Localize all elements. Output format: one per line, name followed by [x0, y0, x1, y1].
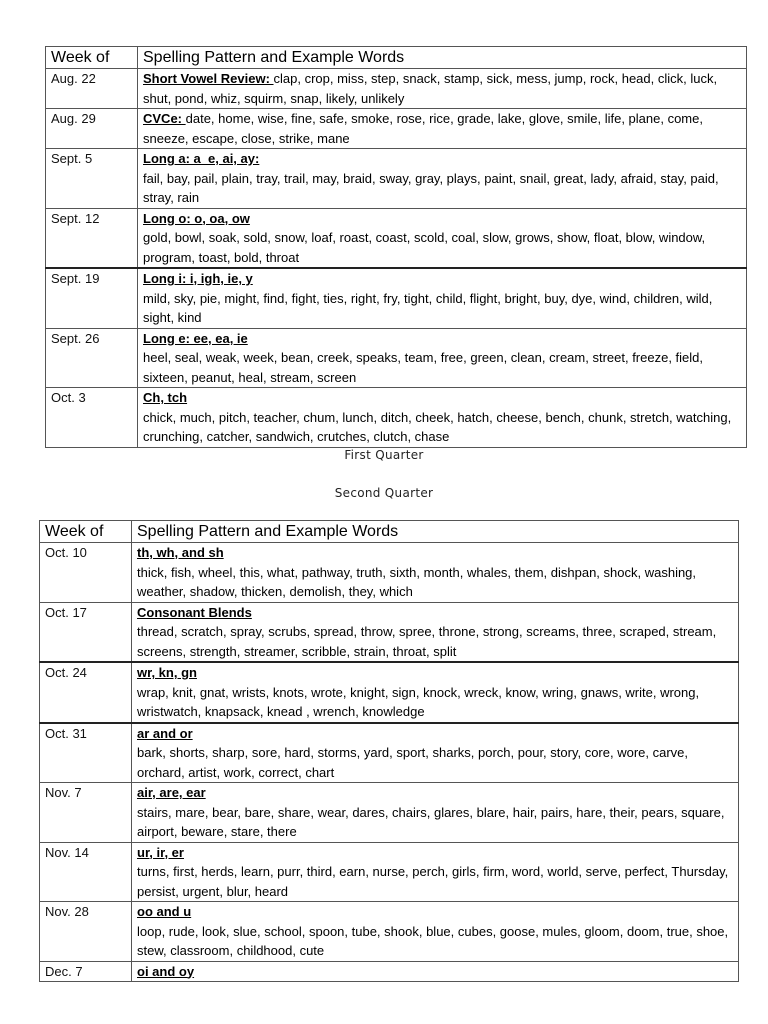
week-cell: Oct. 10	[40, 543, 132, 603]
spelling-pattern: ar and or	[137, 725, 193, 741]
table-row	[40, 961, 739, 982]
week-header: Week of	[40, 521, 132, 543]
week-cell: Dec. 7	[40, 961, 132, 982]
spelling-pattern: th, wh, and sh	[137, 545, 224, 560]
example-words: stairs, mare, bear, bare, share, wear, dares, chairs, glares, blare, hair, pairs, hare, their, pears, square, airport, beware, stare, there	[137, 804, 725, 839]
table-row	[40, 842, 739, 902]
pattern-cell	[138, 149, 747, 209]
week-header: Week of	[46, 47, 138, 69]
example-words: bark, shorts, sharp, sore, hard, storms, yard, sport, sharks, porch, pour, story, core, wore, carve, orchard, artist, work, correct, chart	[137, 745, 689, 780]
week-cell: Aug. 22	[46, 69, 138, 109]
first-quarter-table	[45, 46, 747, 448]
pattern-cell	[132, 543, 739, 603]
table-row	[46, 328, 747, 388]
pattern-header: Spelling Pattern and Example Words	[132, 521, 739, 543]
spelling-pattern: Long o: o, oa, ow	[143, 210, 250, 226]
spelling-pattern: Long e: ee, ea, ie	[143, 330, 248, 346]
week-cell: Oct. 31	[40, 723, 132, 783]
pattern-cell	[138, 268, 747, 328]
pattern-cell	[138, 208, 747, 268]
example-words: loop, rude, look, slue, school, spoon, tube, shook, blue, cubes, goose, mules, gloom, doom, true, shoe, stew, classroom, childhood, cute	[137, 923, 729, 958]
table-row	[46, 149, 747, 209]
table-row	[46, 109, 747, 149]
spelling-pattern: Long a: a_e, ai, ay:	[143, 151, 260, 166]
table-row	[40, 602, 739, 662]
spelling-pattern: Ch, tch	[143, 390, 188, 405]
example-words: chick, much, pitch, teacher, chum, lunch, ditch, cheek, hatch, cheese, bench, chunk, stretch, watching, crunching, catcher, sandwich, crutches, clutch, chase	[143, 409, 732, 444]
table-row	[40, 662, 739, 723]
example-words: turns, first, herds, learn, purr, third, earn, nurse, perch, girls, firm, word, world, serve, perfect, Thursday, persist, urgent, blur, heard	[137, 864, 729, 899]
spelling-pattern: Long i: i, igh, ie, y	[143, 271, 253, 286]
week-cell: Oct. 24	[40, 662, 132, 723]
week-cell: Sept. 19	[46, 268, 138, 328]
spelling-pattern: oi and oy	[137, 963, 195, 979]
spelling-pattern: air, are, ear	[137, 785, 206, 800]
example-words: date, home, wise, fine, safe, smoke, rose, rice, grade, lake, glove, smile, life, plane, come, sneeze, escape, close, strike, mane	[143, 111, 703, 146]
table-row	[40, 543, 739, 603]
pattern-cell	[138, 328, 747, 388]
table-row	[40, 902, 739, 962]
week-cell: Sept. 26	[46, 328, 138, 388]
example-words: heel, seal, weak, week, bean, creek, speaks, team, free, green, clean, cream, street, freeze, field, sixteen, peanut, heal, stream, screen	[143, 350, 704, 385]
example-words: thick, fish, wheel, this, what, pathway, truth, sixth, month, whales, them, dishpan, shock, washing, weather, shadow, thicken, demolish, they, which	[137, 564, 697, 599]
pattern-cell	[138, 388, 747, 448]
pattern-cell	[132, 723, 739, 783]
first-quarter-caption: First Quarter	[344, 448, 424, 462]
pattern-cell	[132, 783, 739, 843]
pattern-header: Spelling Pattern and Example Words	[138, 47, 747, 69]
example-words: thread, scratch, spray, scrubs, spread, throw, spree, throne, strong, screams, three, scraped, stream, screens, strength, streamer, scribble, strain, throat, split	[137, 624, 717, 659]
table-row	[46, 388, 747, 448]
table-row	[46, 208, 747, 268]
table-header-row	[40, 521, 739, 543]
example-words: wrap, knit, gnat, wrists, knots, wrote, knight, sign, knock, wreck, know, wring, gnaws, write, wrong, wristwatch, knapsack, knead , wrench, knowledge	[137, 684, 700, 719]
example-words: mild, sky, pie, might, find, fight, ties, right, fry, tight, child, flight, bright, buy, dye, wind, children, wild, sight, kind	[143, 290, 713, 325]
pattern-cell	[132, 961, 739, 982]
pattern-cell	[138, 109, 747, 149]
table-row	[46, 268, 747, 328]
pattern-cell	[132, 662, 739, 723]
week-cell: Oct. 17	[40, 602, 132, 662]
week-cell: Aug. 29	[46, 109, 138, 149]
week-cell: Oct. 3	[46, 388, 138, 448]
week-cell: Sept. 5	[46, 149, 138, 209]
spelling-pattern: ur, ir, er	[137, 844, 184, 860]
spelling-pattern: wr, kn, gn	[137, 665, 197, 680]
table-row	[40, 783, 739, 843]
table-row	[46, 69, 747, 109]
table-row	[40, 723, 739, 783]
week-cell: Nov. 14	[40, 842, 132, 902]
pattern-cell	[138, 69, 747, 109]
week-cell: Nov. 7	[40, 783, 132, 843]
second-quarter-table	[39, 520, 739, 982]
example-words: gold, bowl, soak, sold, snow, loaf, roast, coast, scold, coal, slow, grows, show, float, blow, window, program, toast, bold, throat	[143, 230, 706, 265]
pattern-cell	[132, 842, 739, 902]
pattern-cell	[132, 602, 739, 662]
spelling-pattern: Consonant Blends	[137, 604, 252, 620]
week-cell: Nov. 28	[40, 902, 132, 962]
spelling-pattern: Short Vowel Review:	[143, 71, 274, 86]
spelling-pattern: oo and u	[137, 904, 192, 919]
week-cell: Sept. 12	[46, 208, 138, 268]
second-quarter-caption: Second Quarter	[334, 486, 434, 500]
example-words: fail, bay, pail, plain, tray, trail, may, braid, sway, gray, plays, paint, snail, great, lady, afraid, stay, paid, stray, rain	[143, 170, 719, 205]
pattern-cell	[132, 902, 739, 962]
table-header-row	[46, 47, 747, 69]
example-words: clap, crop, miss, step, snack, stamp, sick, mess, jump, rock, head, click, luck, shut, pond, whiz, squirm, snap, likely, unlikely	[143, 71, 718, 106]
spelling-pattern: CVCe:	[143, 111, 186, 126]
